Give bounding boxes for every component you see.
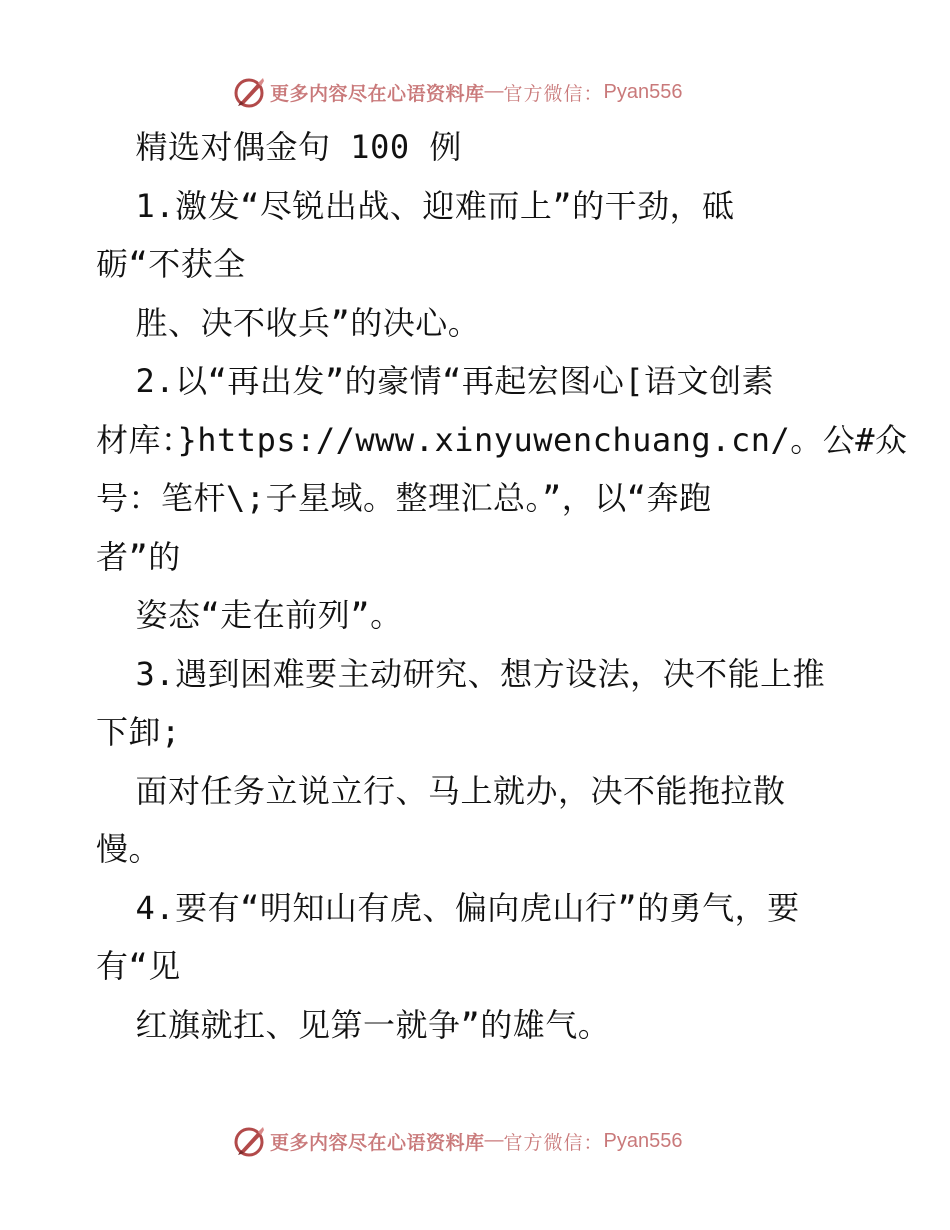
document-line: 慢。 — [96, 830, 162, 868]
banner-official-label: 官方微信： — [503, 82, 604, 105]
document-line: 1.激发“尽锐出战、迎难而上”的干劲，砥 — [96, 186, 735, 225]
document-line: 姿态“走在前列”。 — [96, 596, 403, 634]
document-line: 材库：}https://www.xinyuwenchuang.cn/。公#众 — [96, 420, 908, 459]
document-line: 面对任务立说立行、马上就办，决不能拖拉散 — [96, 771, 786, 810]
banner-dash: — — [484, 81, 504, 102]
banner-wechat-id: Pyan556 — [603, 1129, 683, 1152]
banner-site-text: 更多内容尽在心语资料库 — [270, 1131, 485, 1154]
quill-pen-logo-icon — [232, 1124, 266, 1158]
banner-site-text: 更多内容尽在心语资料库 — [270, 82, 485, 105]
banner-official-label: 官方微信： — [503, 1131, 604, 1154]
document-line: 者”的 — [96, 537, 181, 576]
document-line: 2.以“再出发”的豪情“再起宏图心[语文创素 — [96, 362, 775, 400]
document-body — [96, 118, 908, 1054]
document-line: 有“见 — [96, 947, 181, 985]
banner-dash: — — [484, 1130, 504, 1151]
footer-watermark-banner — [232, 1121, 683, 1161]
banner-wechat-id: Pyan556 — [603, 80, 683, 103]
document-line: 精选对偶金句 100 例 — [96, 128, 462, 166]
document-line: 砺“不获全 — [96, 245, 246, 283]
document-line: 红旗就扛、见第一就争”的雄气。 — [96, 1005, 611, 1044]
document-line: 4.要有“明知山有虎、偏向虎山行”的勇气，要 — [96, 888, 800, 927]
document-line: 3.遇到困难要主动研究、想方设法，决不能上推 — [96, 654, 826, 693]
document-line: 号：笔杆\;子星域。整理汇总。”，以“奔跑 — [96, 479, 712, 517]
header-watermark-banner — [232, 72, 683, 112]
document-line: 下卸; — [96, 713, 181, 751]
document-line: 胜、决不收兵”的决心。 — [96, 303, 481, 342]
quill-pen-logo-icon — [232, 75, 266, 109]
